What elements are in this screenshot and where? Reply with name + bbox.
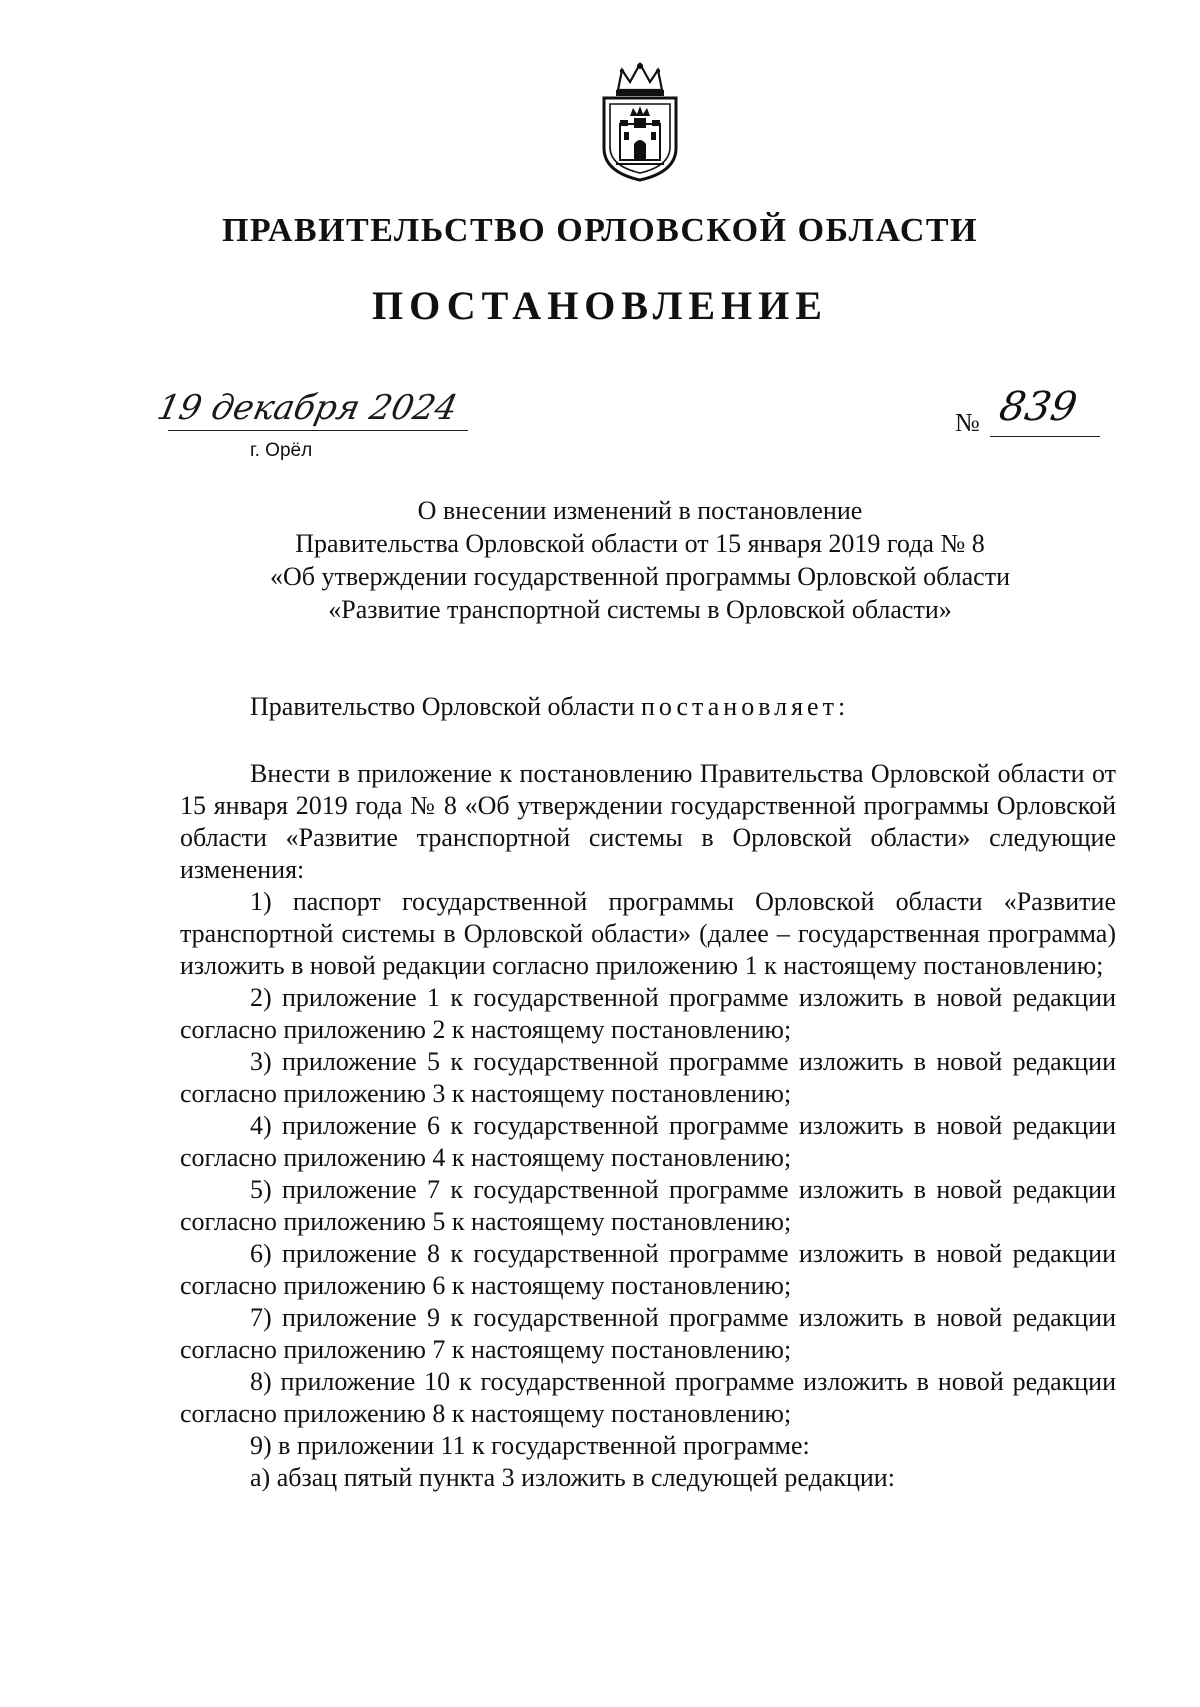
- list-item: 4) приложение 6 к государственной программе изложить в новой редакции согласно приложению 4 к настоящему постановлению;: [180, 1111, 1116, 1172]
- list-item: 3) приложение 5 к государственной программе изложить в новой редакции согласно приложению 3 к настоящему постановлению;: [180, 1047, 1116, 1108]
- list-item: 2) приложение 1 к государственной программе изложить в новой редакции согласно приложению 2 к настоящему постановлению;: [180, 983, 1116, 1044]
- list-item: 6) приложение 8 к государственной программе изложить в новой редакции согласно приложению 6 к настоящему постановлению;: [180, 1239, 1116, 1300]
- subject-line: Правительства Орловской области от 15 января 2019 года № 8: [295, 529, 985, 558]
- date-underline: [168, 430, 468, 431]
- date-handwritten: 19 декабря 2024: [153, 388, 461, 428]
- subject-line: О внесении изменений в постановление: [417, 496, 863, 525]
- coat-of-arms-icon: [596, 60, 684, 184]
- number-underline: [990, 436, 1100, 437]
- decree-verb: постановляет:: [640, 692, 850, 721]
- document-subject: [200, 494, 1080, 626]
- list-item: 8) приложение 10 к государственной программе изложить в новой редакции согласно приложению 8 к настоящему постановлению;: [180, 1367, 1116, 1428]
- document-body: [180, 758, 1116, 1494]
- subject-line: «Об утверждении государственной программы Орловской области: [269, 562, 1010, 591]
- decree-statement: [250, 692, 849, 722]
- list-item: 9) в приложении 11 к государственной программе:: [250, 1431, 810, 1460]
- document-type: ПОСТАНОВЛЕНИЕ: [372, 283, 828, 328]
- body-intro: Внести в приложение к постановлению Правительства Орловской области от 15 января 2019 года № 8 «Об утверждении государственной программы Орловской области «Развитие транспортной системы в Орловской области» следующие изменения:: [180, 759, 1116, 884]
- decree-prefix: Правительство Орловской области: [250, 692, 641, 721]
- list-item: 5) приложение 7 к государственной программе изложить в новой редакции согласно приложению 5 к настоящему постановлению;: [180, 1175, 1116, 1236]
- government-title: ПРАВИТЕЛЬСТВО ОРЛОВСКОЙ ОБЛАСТИ: [221, 212, 979, 249]
- city-label: г. Орёл: [250, 440, 313, 461]
- subject-line: «Развитие транспортной системы в Орловской области»: [328, 595, 952, 624]
- number-label: №: [955, 408, 980, 437]
- list-item: 7) приложение 9 к государственной программе изложить в новой редакции согласно приложению 7 к настоящему постановлению;: [180, 1303, 1116, 1364]
- list-item: а) абзац пятый пункта 3 изложить в следующей редакции:: [250, 1463, 895, 1492]
- number-value: 839: [995, 384, 1081, 430]
- list-item: 1) паспорт государственной программы Орловской области «Развитие транспортной системы в Орловской области» (далее – государственная программа) изложить в новой редакции согласно приложению 1 к настоящему постановлению;: [180, 887, 1116, 980]
